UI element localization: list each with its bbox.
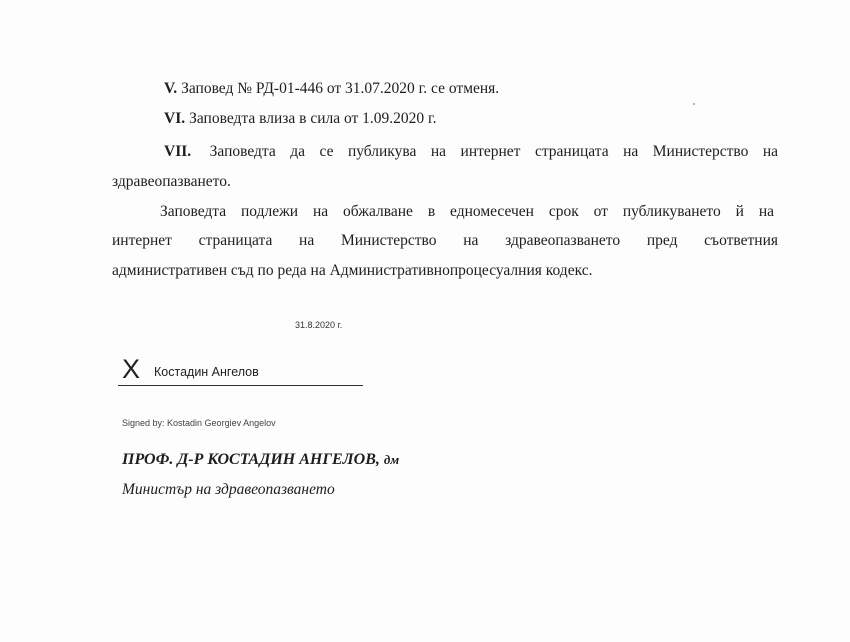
item-number: VII. (164, 143, 192, 160)
signature-line (118, 385, 363, 386)
item-vi (164, 109, 437, 129)
signed-by-text: Signed by: Kostadin Georgiev Angelov (122, 418, 276, 428)
item-number: VI. (164, 110, 186, 127)
item-text: Заповед № РД-01-446 от 31.07.2020 г. се отменя. (181, 80, 500, 97)
signatory-degree: дм (383, 452, 400, 467)
signature-name: Костадин Ангелов (154, 365, 259, 379)
signatory-title: Министър на здравеопазването (122, 481, 335, 498)
signatory-name (122, 451, 399, 469)
item-text: Заповедта да се публикува на интернет страницата на Министерство на (209, 143, 779, 160)
item-number: V. (164, 80, 178, 97)
appeal-line-1: Заповедта подлежи на обжалване в едномесечен срок от публикуването й на (160, 203, 774, 220)
signature-mark: X (122, 354, 141, 384)
signature-field (118, 354, 363, 388)
appeal-line-3: административен съд по реда на Административнопроцесуалния кодекс. (112, 262, 593, 279)
item-v (164, 79, 499, 99)
appeal-line-2: интернет страницата на Министерство на здравеопазването пред съответния (112, 232, 778, 249)
scan-speck (693, 103, 695, 105)
signature-date: 31.8.2020 г. (295, 320, 343, 330)
item-vii-continuation: здравеопазването. (112, 173, 231, 190)
item-text: Заповедта влиза в сила от 1.09.2020 г. (189, 110, 437, 127)
signatory-name-text: ПРОФ. Д-Р КОСТАДИН АНГЕЛОВ, (122, 451, 380, 468)
item-vii (164, 142, 778, 162)
